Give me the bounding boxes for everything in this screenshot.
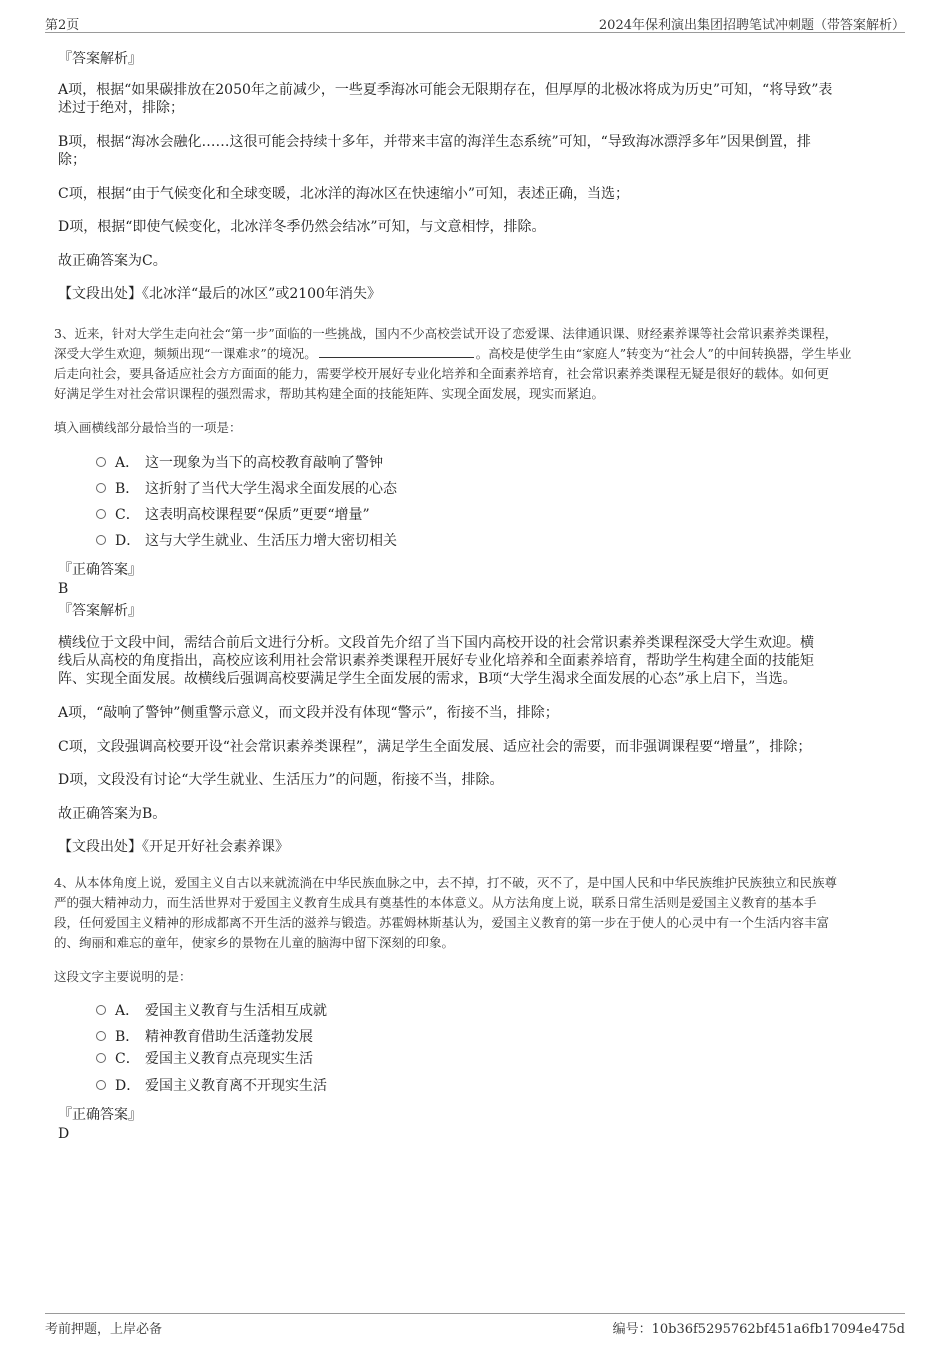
q2-source: 【文段出处】《北冰洋“最后的冰区”或2100年消失》	[58, 286, 381, 302]
q4-passage-line2: 严的强大精神动力，而生活世界对于爱国主义教育生成具有奠基性的本体意义。从方法角度上说，联系日常生活则是爱国主义教育的基本手	[54, 895, 817, 910]
q3-prompt: 填入画横线部分最恰当的一项是：	[54, 420, 242, 435]
page-header	[45, 12, 905, 33]
q4-option-b[interactable]: B． 精神教育借助生活蓬勃发展	[96, 1026, 313, 1048]
document-title: 2024年保利演出集团招聘笔试冲刺题（带答案解析）	[598, 18, 905, 33]
q3-passage-line2-end: 。高校是使学生由“家庭人”转变为“社会人”的中间转换器，学生毕业	[475, 346, 852, 361]
q2-analysis-a-line1: A项，根据“如果碳排放在2050年之前减少，一些夏季海冰可能会无限期存在，但厚厚的北极冰将成为历史”可知，“将导致”表	[58, 82, 833, 98]
q2-analysis-c: C项，根据“由于气候变化和全球变暖，北冰洋的海冰区在快速缩小”可知，表述正确，当选；	[58, 186, 630, 202]
q4-option-c[interactable]: C． 爱国主义教育点亮现实生活	[96, 1048, 313, 1070]
q4-option-a[interactable]: A． 爱国主义教育与生活相互成就	[96, 1000, 327, 1022]
q2-analysis-b-line2: 除；	[58, 152, 86, 168]
fill-blank	[319, 345, 474, 358]
radio-icon[interactable]	[96, 509, 106, 519]
radio-icon[interactable]	[96, 1053, 106, 1063]
q4-passage-line1: 4、从本体角度上说，爱国主义自古以来就流淌在中华民族血脉之中，去不掉，打不破，灭不了，是中国人民和中华民族维护民族独立和民族尊	[54, 875, 837, 890]
q3-analysis-line2: 线后从高校的角度指出，高校应该利用社会常识素养类课程开展好专业化培养和全面素养培育，帮助学生构建全面的技能矩	[58, 653, 814, 669]
footer-slogan: 考前押题，上岸必备	[45, 1322, 163, 1337]
q4-prompt: 这段文字主要说明的是：	[54, 969, 192, 984]
q4-passage-line3: 段，任何爱国主义精神的形成都离不开生活的滋养与锻造。苏霍姆林斯基认为，爱国主义教育的第一步在于使人的心灵中有一个生活内容丰富	[54, 915, 830, 930]
q4-option-d[interactable]: D． 爱国主义教育离不开现实生活	[96, 1075, 327, 1097]
page-number: 第2页	[45, 18, 80, 33]
q3-option-b[interactable]: B． 这折射了当代大学生渴求全面发展的心态	[96, 478, 397, 500]
q3-passage-line2	[54, 345, 851, 363]
radio-icon[interactable]	[96, 1005, 106, 1015]
page-footer	[45, 1313, 905, 1338]
radio-icon[interactable]	[96, 457, 106, 467]
q2-analysis-label: 『答案解析』	[58, 51, 142, 67]
q3-option-c[interactable]: C． 这表明高校课程要“保质”更要“增量”	[96, 504, 370, 526]
q3-analysis-c: C项，文段强调高校要开设“社会常识素养类课程”，满足学生全面发展、适应社会的需要，而非强调课程要“增量”，排除；	[58, 739, 812, 755]
footer-serial: 编号：10b36f5295762bf451a6fb17094e475d	[612, 1322, 905, 1337]
q2-analysis-a-line2: 述过于绝对，排除；	[58, 100, 184, 116]
q3-answer-label: 『正确答案』	[58, 562, 142, 578]
q2-conclusion: 故正确答案为C。	[58, 253, 167, 269]
q2-analysis-d: D项，根据“即使气候变化，北冰洋冬季仍然会结冰”可知，与文意相悖，排除。	[58, 219, 546, 235]
q2-analysis-b-line1: B项，根据“海冰会融化……这很可能会持续十多年，并带来丰富的海洋生态系统”可知，“导致海冰漂浮多年”因果倒置，排	[58, 134, 811, 150]
q3-passage-line3: 后走向社会，要具备适应社会方方面面的能力，需要学校开展好专业化培养和全面素养培育，社会常识素养类课程无疑是很好的载体。如何更	[54, 366, 830, 381]
radio-icon[interactable]	[96, 1080, 106, 1090]
q3-analysis-line3: 阵、实现全面发展。故横线后强调高校要满足学生全面发展的需求，B项“大学生渴求全面发展的心态”承上启下，当选。	[58, 671, 797, 687]
q3-analysis-d: D项，文段没有讨论“大学生就业、生活压力”的问题，衔接不当，排除。	[58, 772, 504, 788]
q3-passage-line4: 好满足学生对社会常识课程的强烈需求，帮助其构建全面的技能矩阵、实现全面发展，现实而紧迫。	[54, 386, 605, 401]
radio-icon[interactable]	[96, 1031, 106, 1041]
q3-analysis-line1: 横线位于文段中间，需结合前后文进行分析。文段首先介绍了当下国内高校开设的社会常识素养类课程深受大学生欢迎。横	[58, 635, 814, 651]
q3-passage-line2-start: 深受大学生欢迎，频频出现“一课难求”的境况。	[54, 346, 317, 361]
q3-option-d[interactable]: D． 这与大学生就业、生活压力增大密切相关	[96, 530, 397, 552]
q4-passage-line4: 的、绚丽和难忘的童年，使家乡的景物在儿童的脑海中留下深刻的印象。	[54, 935, 455, 950]
radio-icon[interactable]	[96, 483, 106, 493]
q4-answer: D	[58, 1126, 70, 1142]
radio-icon[interactable]	[96, 535, 106, 545]
q3-passage-line1: 3、近来，针对大学生走向社会“第一步”面临的一些挑战，国内不少高校尝试开设了恋爱课、法律通识课、财经素养课等社会常识素养类课程，	[54, 326, 838, 341]
q3-analysis-a: A项，“敲响了警钟”侧重警示意义，而文段并没有体现“警示”，衔接不当，排除；	[58, 705, 559, 721]
q3-option-a[interactable]: A． 这一现象为当下的高校教育敲响了警钟	[96, 452, 383, 474]
q4-answer-label: 『正确答案』	[58, 1107, 142, 1123]
q3-answer: B	[58, 581, 69, 597]
q3-source: 【文段出处】《开足开好社会素养课》	[58, 839, 289, 855]
q3-conclusion: 故正确答案为B。	[58, 806, 167, 822]
q3-analysis-label: 『答案解析』	[58, 603, 142, 619]
